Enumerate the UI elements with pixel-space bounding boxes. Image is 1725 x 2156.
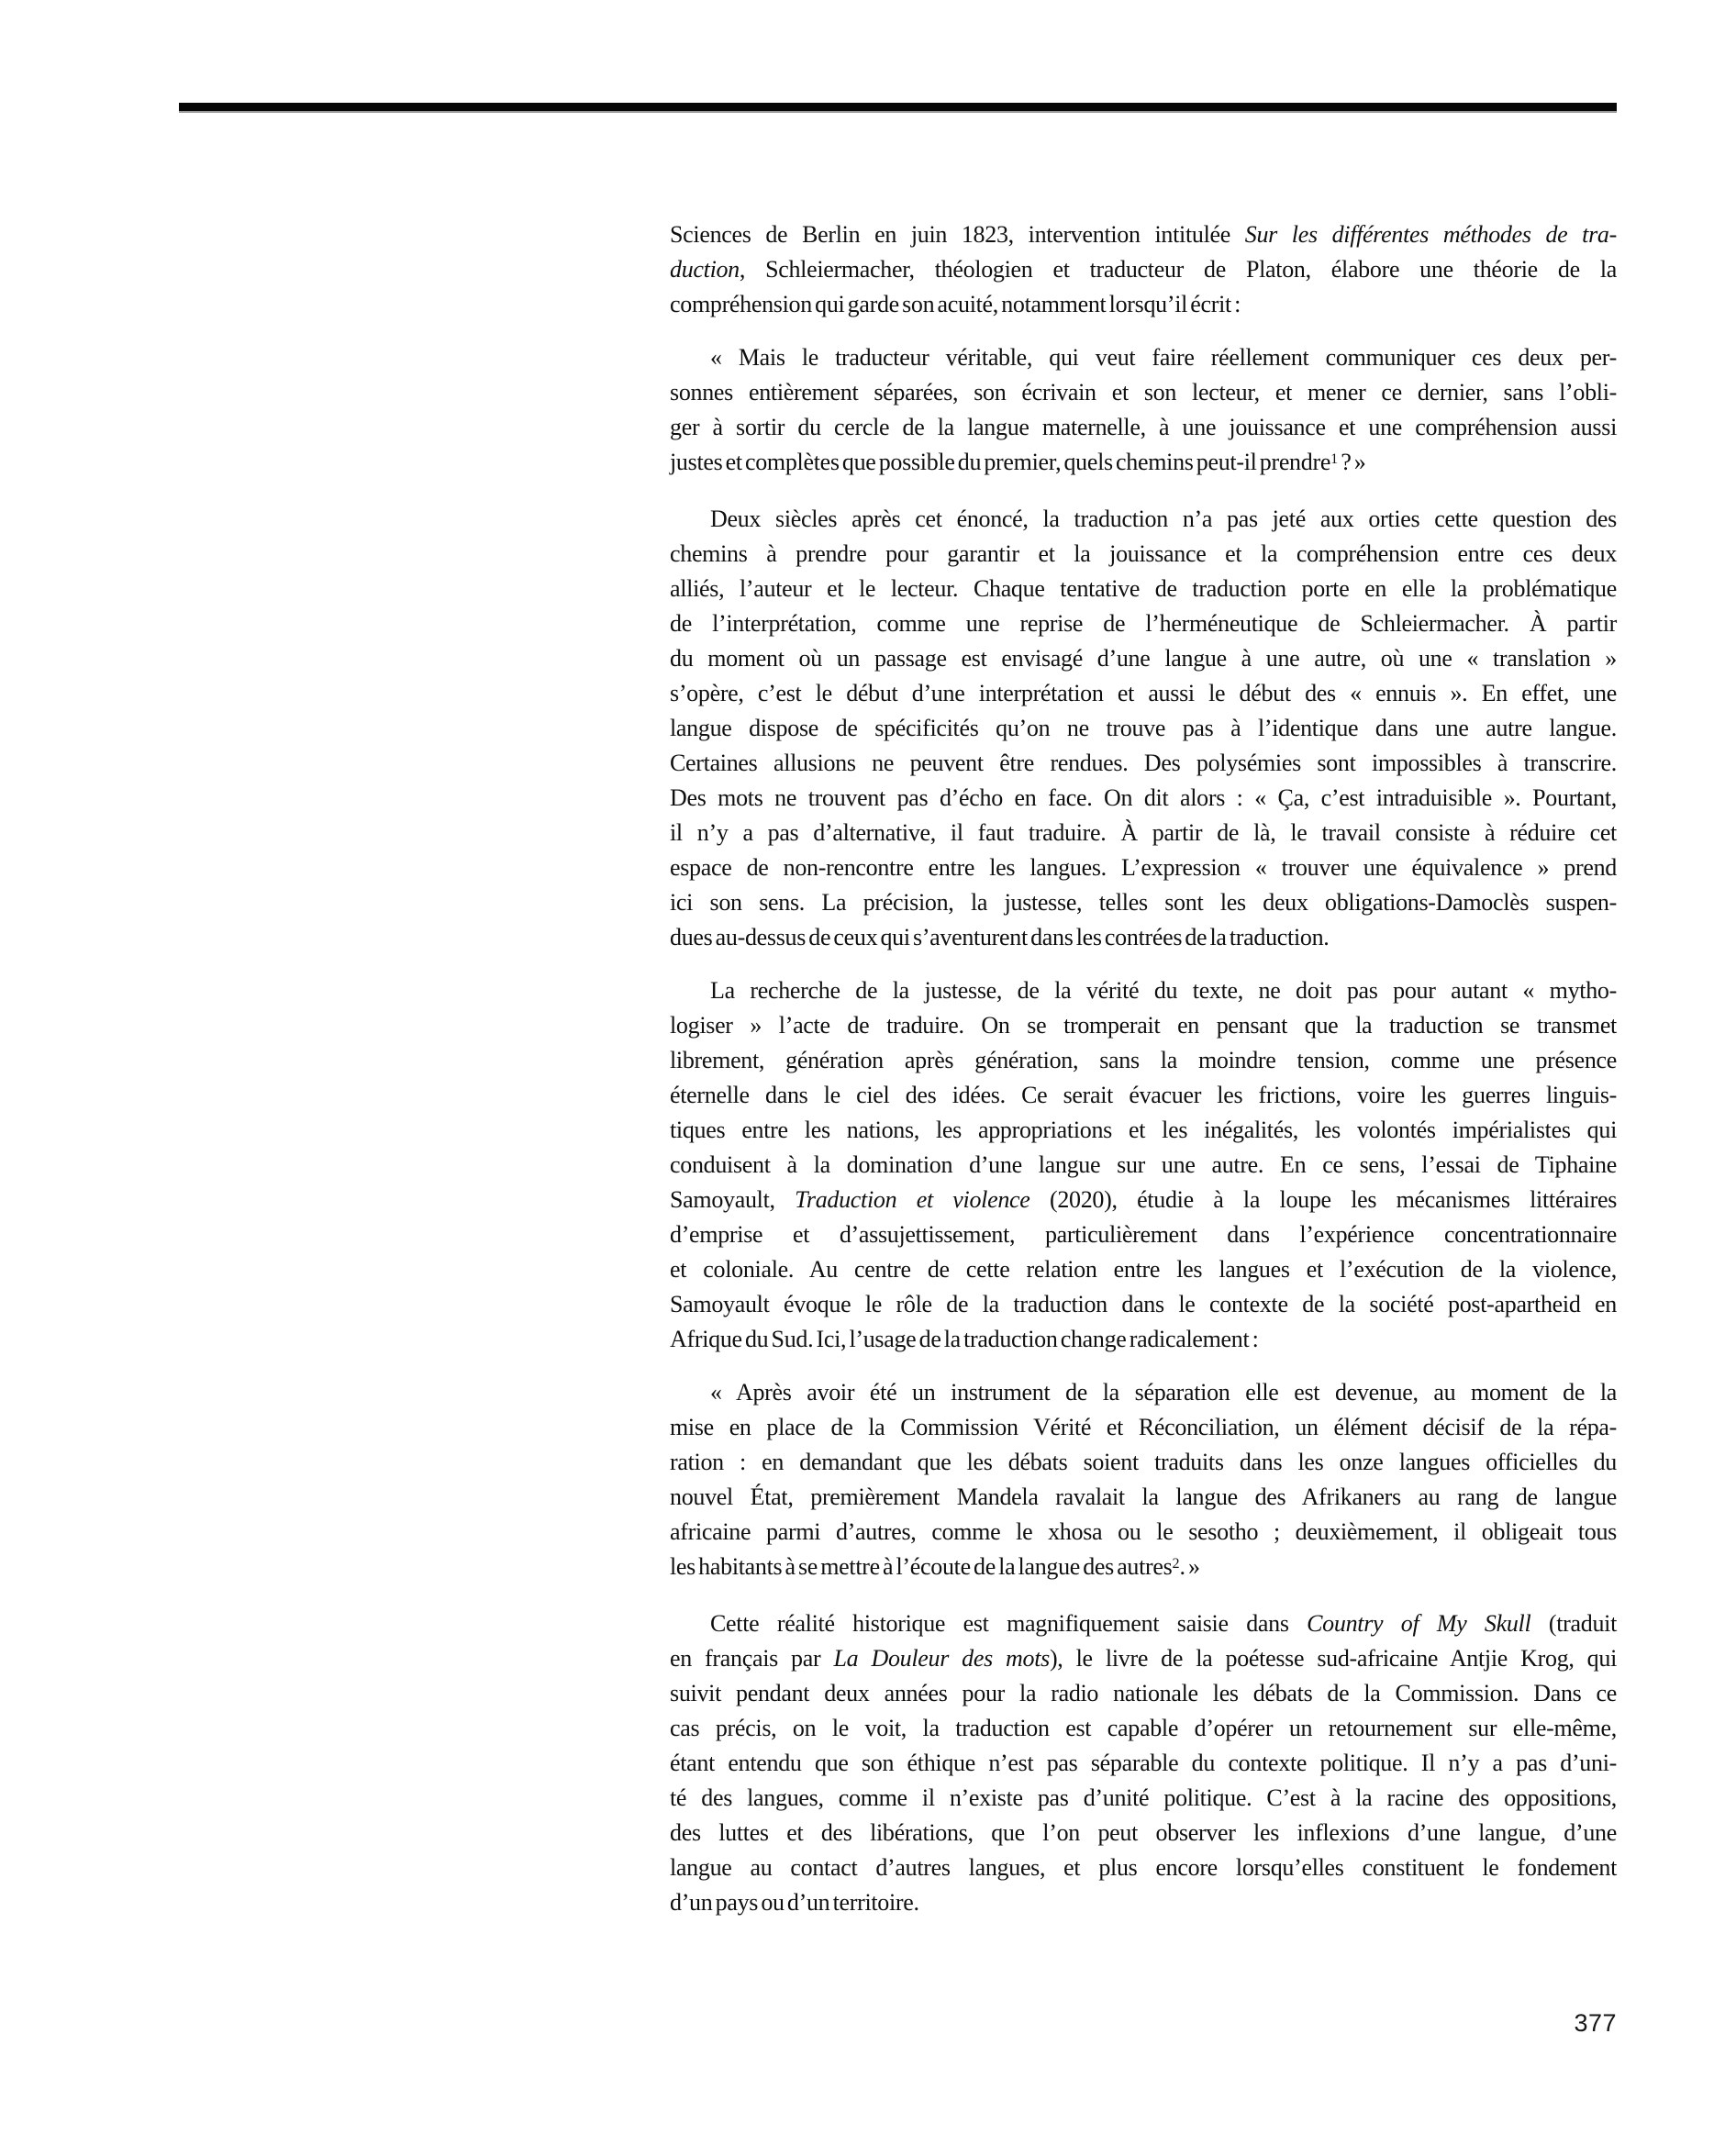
footnote-reference: 1 [1330, 450, 1339, 467]
text-line [670, 252, 1617, 287]
text-line [670, 885, 1617, 920]
text-line [670, 1217, 1617, 1252]
italic-text: duction [670, 256, 740, 283]
italic-text: Country of My Skull [1307, 1610, 1531, 1637]
text-line [670, 287, 1617, 322]
text-line [670, 537, 1617, 572]
text-segment: Cette réalité historique est magnifiquement saisie dans [710, 1610, 1308, 1637]
footnote-reference: 2 [1172, 1555, 1180, 1572]
text-segment: dues au-dessus de ceux qui s’aventurent dans les contrées de la traduction. [670, 924, 1330, 950]
text-segment: conduisent à la domination d’une langue sur une autre. En ce sens, l’essai de Tiphaine [670, 1151, 1617, 1178]
text-line [670, 1008, 1617, 1043]
text-line [670, 920, 1617, 955]
text-line [670, 1375, 1617, 1410]
paragraph-cette-realite [670, 1606, 1617, 1920]
text-line [670, 641, 1617, 676]
text-segment: langue dispose de spécificités qu’on ne trouve pas à l’identique dans une autre langue. [670, 715, 1617, 741]
text-segment: . » [1179, 1553, 1200, 1580]
text-segment: ici son sens. La précision, la justesse, telles sont les deux obligations-Damoclès suspen- [670, 889, 1617, 916]
text-segment: des luttes et des libérations, que l’on peut observer les inflexions d’une langue, d’une [670, 1819, 1617, 1846]
text-segment: cas précis, on le voit, la traduction est capable d’opérer un retournement sur elle-même, [670, 1715, 1617, 1741]
text-line [670, 781, 1617, 816]
blockquote-schleiermacher [670, 340, 1617, 483]
text-segment: logiser » l’acte de traduire. On se tromperait en pensant que la traduction se transmet [670, 1012, 1617, 1039]
text-segment: (2020), étudie à la loupe les mécanismes littéraires [1029, 1186, 1618, 1213]
text-line [670, 1850, 1617, 1885]
text-block [670, 217, 1617, 1920]
text-line [670, 746, 1617, 781]
text-segment: ger à sortir du cercle de la langue maternelle, à une jouissance et une compréhension aussi [670, 414, 1617, 440]
text-segment: (traduit [1530, 1610, 1618, 1637]
text-segment: ? » [1338, 449, 1366, 475]
text-line [670, 445, 1617, 483]
text-segment: Des mots ne trouvent pas d’écho en face. On dit alors : « Ça, c’est intraduisible ». Pourtant, [670, 784, 1617, 811]
text-segment: suivit pendant deux années pour la radio nationale les débats de la Commission. Dans ce [670, 1680, 1617, 1706]
text-segment: tiques entre les nations, les appropriations et les inégalités, les volontés impérialistes qui [670, 1117, 1617, 1143]
text-line [670, 1322, 1617, 1357]
text-segment: té des langues, comme il n’existe pas d’unité politique. C’est à la racine des oppositions, [670, 1784, 1617, 1811]
text-segment: Sciences de Berlin en juin 1823, intervention intitulée [670, 221, 1245, 248]
text-segment: « Mais le traducteur véritable, qui veut faire réellement communiquer ces deux per- [710, 344, 1617, 371]
text-line [670, 1183, 1617, 1217]
text-line [670, 1480, 1617, 1515]
text-line [670, 410, 1617, 445]
text-segment: africaine parmi d’autres, comme le xhosa ou le sesotho ; deuxièmement, il obligeait tous [670, 1518, 1617, 1545]
text-segment: nouvel État, premièrement Mandela ravalait la langue des Afrikaners au rang de langue [670, 1484, 1617, 1510]
text-line [670, 676, 1617, 711]
text-line [670, 850, 1617, 885]
text-segment: Samoyault, [670, 1186, 796, 1213]
text-segment: espace de non-rencontre entre les langues. L’expression « trouver une équivalence » prend [670, 854, 1617, 881]
text-segment: chemins à prendre pour garantir et la jouissance et la compréhension entre ces deux [670, 540, 1617, 567]
text-line [670, 217, 1617, 252]
text-line [670, 1641, 1617, 1676]
text-segment: s’opère, c’est le début d’une interprétation et aussi le début des « ennuis ». En effet, une [670, 680, 1617, 706]
text-line [670, 1746, 1617, 1781]
text-line [670, 340, 1617, 375]
text-segment: étant entendu que son éthique n’est pas séparable du contexte politique. Il n’y a pas d’uni- [670, 1750, 1617, 1776]
text-segment: éternelle dans le ciel des idées. Ce serait évacuer les frictions, voire les guerres linguis- [670, 1082, 1617, 1108]
italic-text: Sur les différentes méthodes de tra- [1244, 221, 1617, 248]
text-line [670, 1885, 1617, 1920]
text-segment: ration : en demandant que les débats soient traduits dans les onze langues officielles du [670, 1449, 1617, 1475]
italic-text: Traduction et violence [795, 1186, 1030, 1213]
text-segment: d’emprise et d’assujettissement, particulièrement dans l’expérience concentrationnaire [670, 1221, 1617, 1248]
text-line [670, 1445, 1617, 1480]
text-line [670, 502, 1617, 537]
text-segment: sonnes entièrement séparées, son écrivain et son lecteur, et mener ce dernier, sans l’obli- [670, 379, 1617, 406]
text-segment: « Après avoir été un instrument de la séparation elle est devenue, au moment de la [710, 1379, 1617, 1406]
text-line [670, 1711, 1617, 1746]
text-line [670, 606, 1617, 641]
text-segment: Deux siècles après cet énoncé, la traduction n’a pas jeté aux orties cette question des [710, 506, 1617, 532]
top-rule [179, 103, 1617, 113]
text-segment: Samoyault évoque le rôle de la traduction dans le contexte de la société post-apartheid en [670, 1291, 1617, 1317]
text-segment: Certaines allusions ne peuvent être rendues. Des polysémies sont impossibles à transcrire. [670, 750, 1617, 776]
text-segment: de l’interprétation, comme une reprise de l’herméneutique de Schleiermacher. À partir [670, 610, 1617, 637]
text-line [670, 1676, 1617, 1711]
text-segment: Afrique du Sud. Ici, l’usage de la traduction change radicalement : [670, 1326, 1259, 1352]
text-line [670, 973, 1617, 1008]
text-segment: d’un pays ou d’un territoire. [670, 1889, 919, 1916]
text-segment: les habitants à se mettre à l’écoute de la langue des autres [670, 1553, 1173, 1580]
text-segment: en français par [670, 1645, 834, 1672]
text-segment: compréhension qui garde son acuité, notamment lorsqu’il écrit : [670, 291, 1241, 317]
text-line [670, 1148, 1617, 1183]
text-line [670, 1606, 1617, 1641]
text-segment: La recherche de la justesse, de la vérité du texte, ne doit pas pour autant « mytho- [710, 977, 1617, 1004]
text-segment: alliés, l’auteur et le lecteur. Chaque tentative de traduction porte en elle la problématique [670, 575, 1617, 602]
italic-text: La Douleur des mots [833, 1645, 1050, 1672]
text-line [670, 375, 1617, 410]
text-line [670, 1515, 1617, 1550]
text-segment: mise en place de la Commission Vérité et Réconciliation, un élément décisif de la répa- [670, 1414, 1617, 1440]
text-line [670, 711, 1617, 746]
text-segment: , Schleiermacher, théologien et traducteur de Platon, élabore une théorie de la [739, 256, 1617, 283]
text-segment: justes et complètes que possible du premier, quels chemins peut-il prendre [670, 449, 1331, 475]
text-segment: langue au contact d’autres langues, et plus encore lorsqu’elles constituent le fondement [670, 1854, 1617, 1881]
text-segment: ), le livre de la poétesse sud-africaine Antjie Krog, qui [1049, 1645, 1618, 1672]
text-line [670, 1287, 1617, 1322]
text-line [670, 572, 1617, 606]
text-line [670, 1410, 1617, 1445]
text-line [670, 1252, 1617, 1287]
text-segment: et coloniale. Au centre de cette relation entre les langues et l’exécution de la violence, [670, 1256, 1617, 1283]
text-line [670, 816, 1617, 850]
paragraph-intro [670, 217, 1617, 322]
text-segment: du moment où un passage est envisagé d’une langue à une autre, où une « translation » [670, 645, 1617, 672]
text-line [670, 1113, 1617, 1148]
blockquote-samoyault [670, 1375, 1617, 1588]
text-line [670, 1816, 1617, 1850]
text-line [670, 1043, 1617, 1078]
page-number: 377 [1574, 2009, 1617, 2037]
text-line [670, 1078, 1617, 1113]
text-line [670, 1781, 1617, 1816]
text-segment: il n’y a pas d’alternative, il faut traduire. À partir de là, le travail consiste à réduire cet [670, 819, 1617, 846]
text-segment: librement, génération après génération, sans la moindre tension, comme une présence [670, 1047, 1617, 1073]
paragraph-deux-siecles [670, 502, 1617, 955]
text-line [670, 1550, 1617, 1588]
paragraph-la-recherche [670, 973, 1617, 1357]
